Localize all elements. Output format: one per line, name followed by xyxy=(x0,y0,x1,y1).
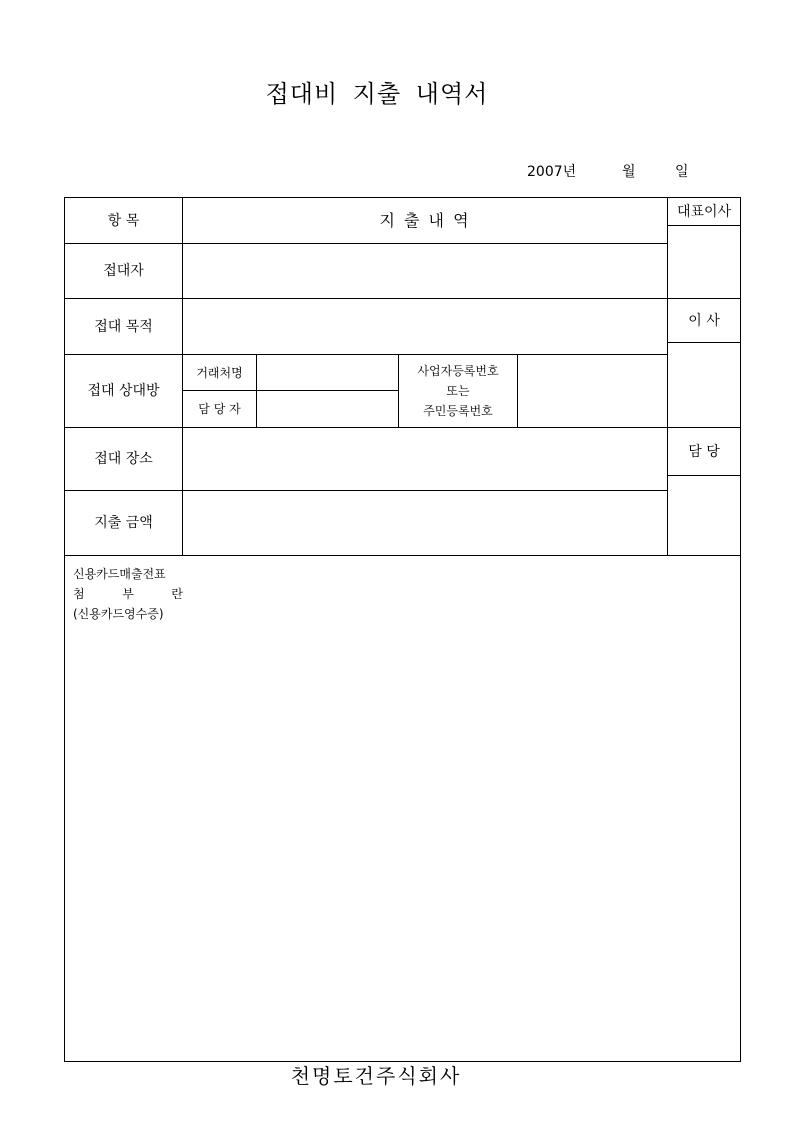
header-details: 지 출 내 역 xyxy=(379,210,471,230)
approval-director-stamp-cell[interactable] xyxy=(668,343,740,427)
header-item: 항 목 xyxy=(107,212,140,229)
attachment-line1: 신용카드매출전표 xyxy=(73,567,166,581)
date-month: 월 xyxy=(622,164,636,180)
attachment-char: 란 xyxy=(171,587,183,601)
date-year: 2007년 xyxy=(527,164,577,180)
approval-ceo-stamp-cell[interactable] xyxy=(668,226,740,298)
document-title: 접대비 지출 내역서 xyxy=(265,80,489,108)
row-label-host: 접대자 xyxy=(103,263,144,279)
approval-ceo-label: 대표이사 xyxy=(676,203,732,220)
person-in-charge-label: 담 당 자 xyxy=(198,402,241,416)
amount-value-cell[interactable] xyxy=(183,491,667,555)
company-name: 천명토건주식회사 xyxy=(290,1064,462,1088)
registration-number-value-cell[interactable] xyxy=(518,355,667,427)
approval-manager-stamp-cell[interactable] xyxy=(668,476,740,555)
row-label-counterparty: 접대 상대방 xyxy=(87,383,160,399)
registration-number-label-line2: 또는 xyxy=(446,384,470,398)
approval-manager-label: 담 당 xyxy=(688,443,720,460)
row-label-purpose: 접대 목적 xyxy=(94,318,153,335)
attachment-char: 첨 xyxy=(73,587,85,601)
approval-director-label: 이 사 xyxy=(688,312,720,329)
place-value-cell[interactable] xyxy=(183,428,667,490)
row-label-place: 접대 장소 xyxy=(94,451,153,467)
client-name-label: 거래처명 xyxy=(196,365,243,380)
registration-number-label-line1: 사업자등록번호 xyxy=(417,364,499,378)
registration-number-label-line3: 주민등록번호 xyxy=(423,404,493,418)
table-border-right xyxy=(740,197,741,1062)
date-day: 일 xyxy=(675,164,689,180)
host-value-cell[interactable] xyxy=(183,244,667,298)
purpose-value-cell[interactable] xyxy=(183,299,667,354)
attachment-char: 부 xyxy=(122,587,134,601)
attachment-line3: (신용카드영수증) xyxy=(73,607,164,621)
registration-number-label xyxy=(399,355,517,427)
row-label-amount: 지출 금액 xyxy=(94,515,153,531)
attachment-area[interactable] xyxy=(65,556,740,1061)
person-in-charge-value-cell[interactable] xyxy=(257,391,398,427)
client-name-value-cell[interactable] xyxy=(257,355,398,390)
